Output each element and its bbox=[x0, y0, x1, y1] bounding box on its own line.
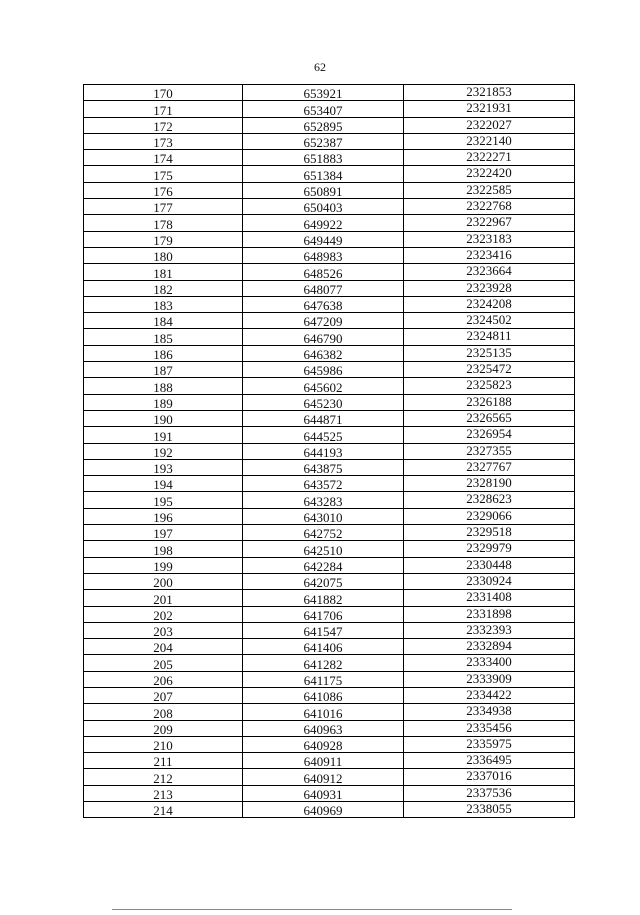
x-coordinate-cell: 643572 bbox=[243, 476, 404, 492]
point-number-cell: 195 bbox=[84, 492, 243, 508]
table-row bbox=[84, 215, 575, 231]
table-row bbox=[84, 590, 575, 606]
coordinate-table-body bbox=[84, 85, 575, 818]
x-coordinate-cell: 647209 bbox=[243, 313, 404, 329]
x-coordinate-cell: 641016 bbox=[243, 704, 404, 720]
x-coordinate-cell: 641406 bbox=[243, 639, 404, 655]
point-number-cell: 213 bbox=[84, 785, 243, 801]
table-row bbox=[84, 427, 575, 443]
point-number-cell: 211 bbox=[84, 753, 243, 769]
x-coordinate-cell: 645230 bbox=[243, 394, 404, 410]
table-row bbox=[84, 443, 575, 459]
y-coordinate-cell: 2322585 bbox=[404, 182, 575, 198]
y-coordinate-cell: 2335456 bbox=[404, 720, 575, 736]
bottom-divider bbox=[112, 909, 512, 910]
y-coordinate-cell: 2330448 bbox=[404, 557, 575, 573]
table-row bbox=[84, 753, 575, 769]
x-coordinate-cell: 641706 bbox=[243, 606, 404, 622]
table-row bbox=[84, 345, 575, 361]
point-number-cell: 181 bbox=[84, 264, 243, 280]
point-number-cell: 184 bbox=[84, 313, 243, 329]
point-number-cell: 193 bbox=[84, 459, 243, 475]
point-number-cell: 172 bbox=[84, 117, 243, 133]
y-coordinate-cell: 2332393 bbox=[404, 622, 575, 638]
x-coordinate-cell: 644193 bbox=[243, 443, 404, 459]
table-row bbox=[84, 802, 575, 818]
y-coordinate-cell: 2337016 bbox=[404, 769, 575, 785]
point-number-cell: 177 bbox=[84, 199, 243, 215]
x-coordinate-cell: 651883 bbox=[243, 150, 404, 166]
point-number-cell: 180 bbox=[84, 247, 243, 263]
x-coordinate-cell: 652387 bbox=[243, 133, 404, 149]
x-coordinate-cell: 645986 bbox=[243, 362, 404, 378]
point-number-cell: 203 bbox=[84, 622, 243, 638]
point-number-cell: 191 bbox=[84, 427, 243, 443]
x-coordinate-cell: 642075 bbox=[243, 573, 404, 589]
y-coordinate-cell: 2337536 bbox=[404, 785, 575, 801]
point-number-cell: 214 bbox=[84, 802, 243, 818]
y-coordinate-cell: 2334422 bbox=[404, 687, 575, 703]
point-number-cell: 178 bbox=[84, 215, 243, 231]
table-row bbox=[84, 720, 575, 736]
y-coordinate-cell: 2333400 bbox=[404, 655, 575, 671]
y-coordinate-cell: 2321931 bbox=[404, 101, 575, 117]
table-row bbox=[84, 117, 575, 133]
x-coordinate-cell: 646790 bbox=[243, 329, 404, 345]
point-number-cell: 212 bbox=[84, 769, 243, 785]
point-number-cell: 187 bbox=[84, 362, 243, 378]
table-row bbox=[84, 639, 575, 655]
x-coordinate-cell: 653921 bbox=[243, 85, 404, 101]
y-coordinate-cell: 2324811 bbox=[404, 329, 575, 345]
y-coordinate-cell: 2322420 bbox=[404, 166, 575, 182]
point-number-cell: 182 bbox=[84, 280, 243, 296]
y-coordinate-cell: 2323664 bbox=[404, 264, 575, 280]
table-row bbox=[84, 280, 575, 296]
point-number-cell: 200 bbox=[84, 573, 243, 589]
y-coordinate-cell: 2326188 bbox=[404, 394, 575, 410]
x-coordinate-cell: 640912 bbox=[243, 769, 404, 785]
point-number-cell: 201 bbox=[84, 590, 243, 606]
point-number-cell: 188 bbox=[84, 378, 243, 394]
point-number-cell: 204 bbox=[84, 639, 243, 655]
x-coordinate-cell: 642752 bbox=[243, 525, 404, 541]
table-row bbox=[84, 541, 575, 557]
x-coordinate-cell: 645602 bbox=[243, 378, 404, 394]
table-row bbox=[84, 606, 575, 622]
point-number-cell: 170 bbox=[84, 85, 243, 101]
y-coordinate-cell: 2324208 bbox=[404, 296, 575, 312]
table-row bbox=[84, 362, 575, 378]
point-number-cell: 186 bbox=[84, 345, 243, 361]
point-number-cell: 205 bbox=[84, 655, 243, 671]
x-coordinate-cell: 640928 bbox=[243, 736, 404, 752]
table-row bbox=[84, 557, 575, 573]
x-coordinate-cell: 644525 bbox=[243, 427, 404, 443]
point-number-cell: 207 bbox=[84, 687, 243, 703]
point-number-cell: 173 bbox=[84, 133, 243, 149]
y-coordinate-cell: 2323183 bbox=[404, 231, 575, 247]
x-coordinate-cell: 648077 bbox=[243, 280, 404, 296]
y-coordinate-cell: 2328190 bbox=[404, 476, 575, 492]
table-row bbox=[84, 182, 575, 198]
y-coordinate-cell: 2327355 bbox=[404, 443, 575, 459]
point-number-cell: 174 bbox=[84, 150, 243, 166]
x-coordinate-cell: 643283 bbox=[243, 492, 404, 508]
x-coordinate-cell: 651384 bbox=[243, 166, 404, 182]
y-coordinate-cell: 2322027 bbox=[404, 117, 575, 133]
table-row bbox=[84, 85, 575, 101]
x-coordinate-cell: 649449 bbox=[243, 231, 404, 247]
y-coordinate-cell: 2325135 bbox=[404, 345, 575, 361]
x-coordinate-cell: 648983 bbox=[243, 247, 404, 263]
table-row bbox=[84, 133, 575, 149]
y-coordinate-cell: 2329979 bbox=[404, 541, 575, 557]
y-coordinate-cell: 2338055 bbox=[404, 802, 575, 818]
point-number-cell: 183 bbox=[84, 296, 243, 312]
point-number-cell: 185 bbox=[84, 329, 243, 345]
point-number-cell: 175 bbox=[84, 166, 243, 182]
y-coordinate-cell: 2326954 bbox=[404, 427, 575, 443]
table-row bbox=[84, 736, 575, 752]
x-coordinate-cell: 649922 bbox=[243, 215, 404, 231]
table-row bbox=[84, 655, 575, 671]
y-coordinate-cell: 2331898 bbox=[404, 606, 575, 622]
table-row bbox=[84, 704, 575, 720]
point-number-cell: 179 bbox=[84, 231, 243, 247]
point-number-cell: 196 bbox=[84, 508, 243, 524]
point-number-cell: 210 bbox=[84, 736, 243, 752]
point-number-cell: 208 bbox=[84, 704, 243, 720]
y-coordinate-cell: 2322140 bbox=[404, 133, 575, 149]
x-coordinate-cell: 644871 bbox=[243, 410, 404, 426]
x-coordinate-cell: 641282 bbox=[243, 655, 404, 671]
point-number-cell: 198 bbox=[84, 541, 243, 557]
y-coordinate-cell: 2322271 bbox=[404, 150, 575, 166]
y-coordinate-cell: 2321853 bbox=[404, 85, 575, 101]
table-row bbox=[84, 508, 575, 524]
point-number-cell: 190 bbox=[84, 410, 243, 426]
x-coordinate-cell: 643875 bbox=[243, 459, 404, 475]
y-coordinate-cell: 2334938 bbox=[404, 704, 575, 720]
table-row bbox=[84, 573, 575, 589]
table-row bbox=[84, 150, 575, 166]
x-coordinate-cell: 653407 bbox=[243, 101, 404, 117]
coordinate-table bbox=[83, 84, 575, 818]
x-coordinate-cell: 641547 bbox=[243, 622, 404, 638]
point-number-cell: 192 bbox=[84, 443, 243, 459]
point-number-cell: 176 bbox=[84, 182, 243, 198]
x-coordinate-cell: 640911 bbox=[243, 753, 404, 769]
table-row bbox=[84, 378, 575, 394]
y-coordinate-cell: 2325823 bbox=[404, 378, 575, 394]
page-number: 62 bbox=[314, 60, 326, 74]
y-coordinate-cell: 2331408 bbox=[404, 590, 575, 606]
table-row bbox=[84, 622, 575, 638]
point-number-cell: 199 bbox=[84, 557, 243, 573]
table-row bbox=[84, 296, 575, 312]
y-coordinate-cell: 2324502 bbox=[404, 313, 575, 329]
x-coordinate-cell: 646382 bbox=[243, 345, 404, 361]
table-row bbox=[84, 459, 575, 475]
y-coordinate-cell: 2323416 bbox=[404, 247, 575, 263]
y-coordinate-cell: 2325472 bbox=[404, 362, 575, 378]
y-coordinate-cell: 2328623 bbox=[404, 492, 575, 508]
y-coordinate-cell: 2332894 bbox=[404, 639, 575, 655]
table-row bbox=[84, 671, 575, 687]
table-row bbox=[84, 101, 575, 117]
y-coordinate-cell: 2330924 bbox=[404, 573, 575, 589]
y-coordinate-cell: 2327767 bbox=[404, 459, 575, 475]
table-row bbox=[84, 247, 575, 263]
x-coordinate-cell: 640931 bbox=[243, 785, 404, 801]
table-row bbox=[84, 492, 575, 508]
x-coordinate-cell: 641882 bbox=[243, 590, 404, 606]
x-coordinate-cell: 652895 bbox=[243, 117, 404, 133]
x-coordinate-cell: 647638 bbox=[243, 296, 404, 312]
table-row bbox=[84, 410, 575, 426]
table-row bbox=[84, 785, 575, 801]
y-coordinate-cell: 2329518 bbox=[404, 525, 575, 541]
table-row bbox=[84, 199, 575, 215]
table-row bbox=[84, 394, 575, 410]
table-row bbox=[84, 476, 575, 492]
x-coordinate-cell: 640963 bbox=[243, 720, 404, 736]
table-row bbox=[84, 166, 575, 182]
y-coordinate-cell: 2326565 bbox=[404, 410, 575, 426]
x-coordinate-cell: 640969 bbox=[243, 802, 404, 818]
x-coordinate-cell: 642284 bbox=[243, 557, 404, 573]
table-row bbox=[84, 329, 575, 345]
table-row bbox=[84, 313, 575, 329]
y-coordinate-cell: 2323928 bbox=[404, 280, 575, 296]
y-coordinate-cell: 2329066 bbox=[404, 508, 575, 524]
x-coordinate-cell: 648526 bbox=[243, 264, 404, 280]
x-coordinate-cell: 643010 bbox=[243, 508, 404, 524]
point-number-cell: 189 bbox=[84, 394, 243, 410]
y-coordinate-cell: 2335975 bbox=[404, 736, 575, 752]
point-number-cell: 197 bbox=[84, 525, 243, 541]
table-row bbox=[84, 264, 575, 280]
table-row bbox=[84, 687, 575, 703]
point-number-cell: 194 bbox=[84, 476, 243, 492]
y-coordinate-cell: 2322768 bbox=[404, 199, 575, 215]
x-coordinate-cell: 641086 bbox=[243, 687, 404, 703]
x-coordinate-cell: 641175 bbox=[243, 671, 404, 687]
y-coordinate-cell: 2322967 bbox=[404, 215, 575, 231]
point-number-cell: 202 bbox=[84, 606, 243, 622]
point-number-cell: 171 bbox=[84, 101, 243, 117]
x-coordinate-cell: 642510 bbox=[243, 541, 404, 557]
table-row bbox=[84, 525, 575, 541]
x-coordinate-cell: 650403 bbox=[243, 199, 404, 215]
table-row bbox=[84, 769, 575, 785]
point-number-cell: 209 bbox=[84, 720, 243, 736]
point-number-cell: 206 bbox=[84, 671, 243, 687]
y-coordinate-cell: 2333909 bbox=[404, 671, 575, 687]
x-coordinate-cell: 650891 bbox=[243, 182, 404, 198]
table-row bbox=[84, 231, 575, 247]
y-coordinate-cell: 2336495 bbox=[404, 753, 575, 769]
